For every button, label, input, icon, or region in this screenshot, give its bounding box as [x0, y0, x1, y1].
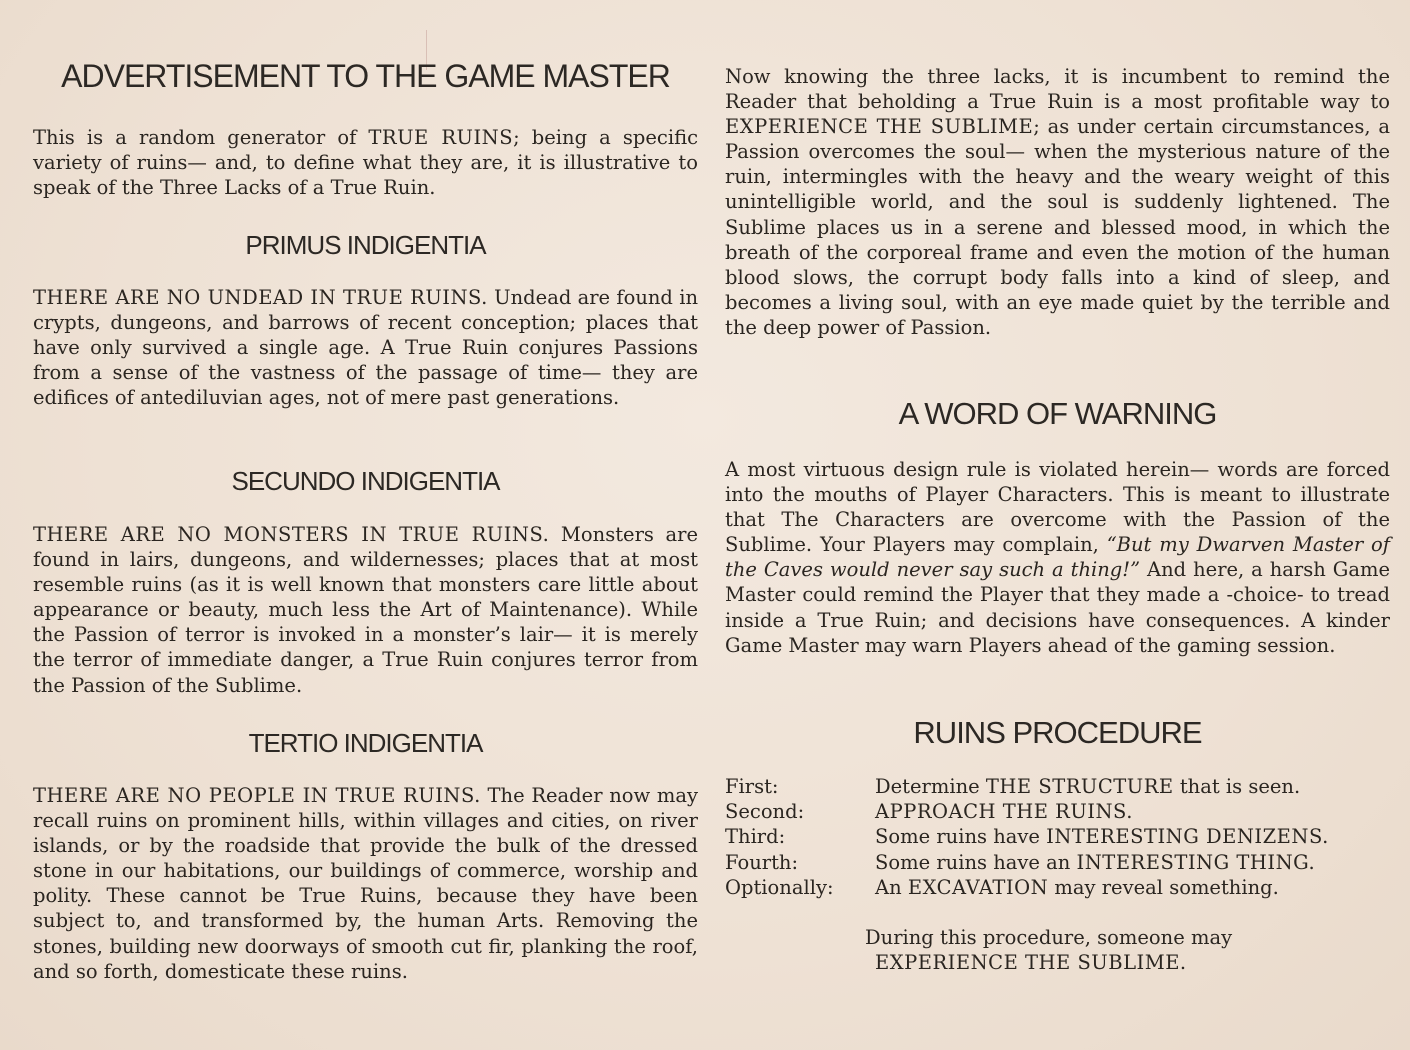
procedure-row: [725, 799, 1390, 824]
sublime-text-end: ; as under certain circumstances, a Passion overcomes the soul— when the mysterious nature of the ruin, intermingles with the heavy and the weary weight of this unintelligible world, and the soul is suddenly lightened. The Sublime places us in a serene and blessed mood, in which the breath of the corporeal frame and even the motion of the human blood slows, the corrupt body falls into a kind of sleep, and becomes a living soul, with an eye made quiet by the terrible and the deep power of Passion.: [725, 115, 1390, 339]
section-secundo-lead: THERE ARE NO MONSTERS IN TRUE RUINS.: [33, 523, 550, 546]
section-heading-secundo: SECUNDO INDIGENTIA: [231, 466, 500, 496]
procedure-row: [725, 850, 1390, 875]
sublime-text-start: Now knowing the three lacks, it is incumbent to remind the Reader that beholding a True Ruin is a most profitable way to: [725, 65, 1390, 114]
procedure-step-caps: APPROACH THE RUINS.: [875, 800, 1133, 824]
page-title: ADVERTISEMENT TO THE GAME MASTER: [61, 58, 670, 94]
procedure-step-label: First:: [725, 775, 779, 798]
section-heading-primus: PRIMUS INDIGENTIA: [245, 230, 486, 260]
procedure-step-text: Some ruins have an: [875, 850, 1077, 874]
procedure-step-text: Determine: [875, 775, 986, 798]
intro-text-start: This is a random generator of: [33, 126, 369, 149]
procedure-heading: RUINS PROCEDURE: [913, 715, 1202, 750]
warning-heading: A WORD OF WARNING: [898, 396, 1217, 431]
section-primus-lead: THERE ARE NO UNDEAD IN TRUE RUINS.: [33, 286, 488, 309]
section-primus-body: Undead are found in crypts, dungeons, and barrows of recent conception; places that have only survived a single age. A True Ruin conjures Passions from a sense of the vastness of the passage of time— they are edifices of antediluvian ages, not of mere past generations.: [33, 286, 698, 410]
section-heading-tertio: TERTIO INDIGENTIA: [248, 728, 483, 758]
procedure-step-label: Third:: [725, 825, 786, 849]
procedure-step-caps: EXCAVATION: [907, 875, 1049, 899]
procedure-closing-line-1: During this procedure, someone may: [865, 926, 1233, 949]
procedure-step-label: Optionally:: [725, 875, 834, 899]
procedure-step-text: An: [875, 875, 908, 899]
procedure-step-text-end: that is seen.: [1173, 775, 1301, 798]
procedure-step-caps: THE STRUCTURE: [985, 775, 1174, 798]
section-tertio-text: [33, 783, 698, 984]
procedure-step-caps: INTERESTING THING.: [1076, 850, 1316, 874]
procedure-closing-line-2: EXPERIENCE THE SUBLIME.: [875, 951, 1187, 974]
section-tertio-body: The Reader now may recall ruins on prominent hills, within villages and cities, on river islands, or by the roadside that provide the bulk of the dressed stone in our habitations, our buildings of commerce, worship and polity. These cannot be True Ruins, because they have been subject to, and transformed by, the human Arts. Removing the stones, building new doorways of smooth cut fir, planking the roof, and so forth, domesticate these ruins.: [33, 784, 699, 983]
sublime-caps: EXPERIENCE THE SUBLIME: [725, 115, 1034, 139]
procedure-row: [725, 824, 1390, 849]
sublime-paragraph: [725, 64, 1390, 340]
section-tertio-lead: THERE ARE NO PEOPLE IN TRUE RUINS.: [33, 784, 481, 807]
procedure-row: [725, 875, 1390, 900]
intro-paragraph: [33, 125, 698, 200]
procedure-step-label: Fourth:: [725, 850, 799, 874]
procedure-step-text-end: may reveal something.: [1048, 875, 1279, 899]
section-secundo-body: Monsters are found in lairs, dungeons, and wildernesses; places that at most resemble ruins (as it is well known that monsters care little about appearance or beauty, much less the Art of Maintenance). While the Passion of terror is invoked in a monster’s lair— it is merely the terror of immediate danger, a True Ruin conjures terror from the Passion of the Sublime.: [33, 523, 698, 697]
warning-paragraph: [725, 457, 1390, 658]
procedure-list: [725, 774, 1390, 900]
procedure-step-text: Some ruins have: [875, 825, 1047, 849]
section-secundo-text: [33, 522, 698, 698]
procedure-row: [725, 774, 1390, 799]
procedure-step-label: Second:: [725, 800, 805, 824]
intro-true-ruins: TRUE RUINS: [368, 126, 514, 149]
intro-text-end: ; being a specific variety of ruins— and, to define what they are, it is illustrative to speak of the Three Lacks of a True Ruin.: [33, 126, 699, 200]
section-primus-text: [33, 285, 698, 410]
warning-text-start: A most virtuous design rule is violated herein— words are forced into the mouths of Player Characters. This is meant to illustrate that The Characters are overcome with the Passion of the Sublime. Your Players may complain,: [725, 458, 1390, 557]
procedure-step-caps: INTERESTING DENIZENS.: [1046, 825, 1329, 849]
warning-text-end: And here, a harsh Game Master could remind the Player that they made a -choice- to tread inside a True Ruin; and decisions have consequences. A kinder Game Master may warn Players ahead of the gaming session.: [725, 558, 1390, 657]
warning-quote: “But my Dwarven Master of the Caves would never say such a thing!”: [725, 533, 1390, 582]
